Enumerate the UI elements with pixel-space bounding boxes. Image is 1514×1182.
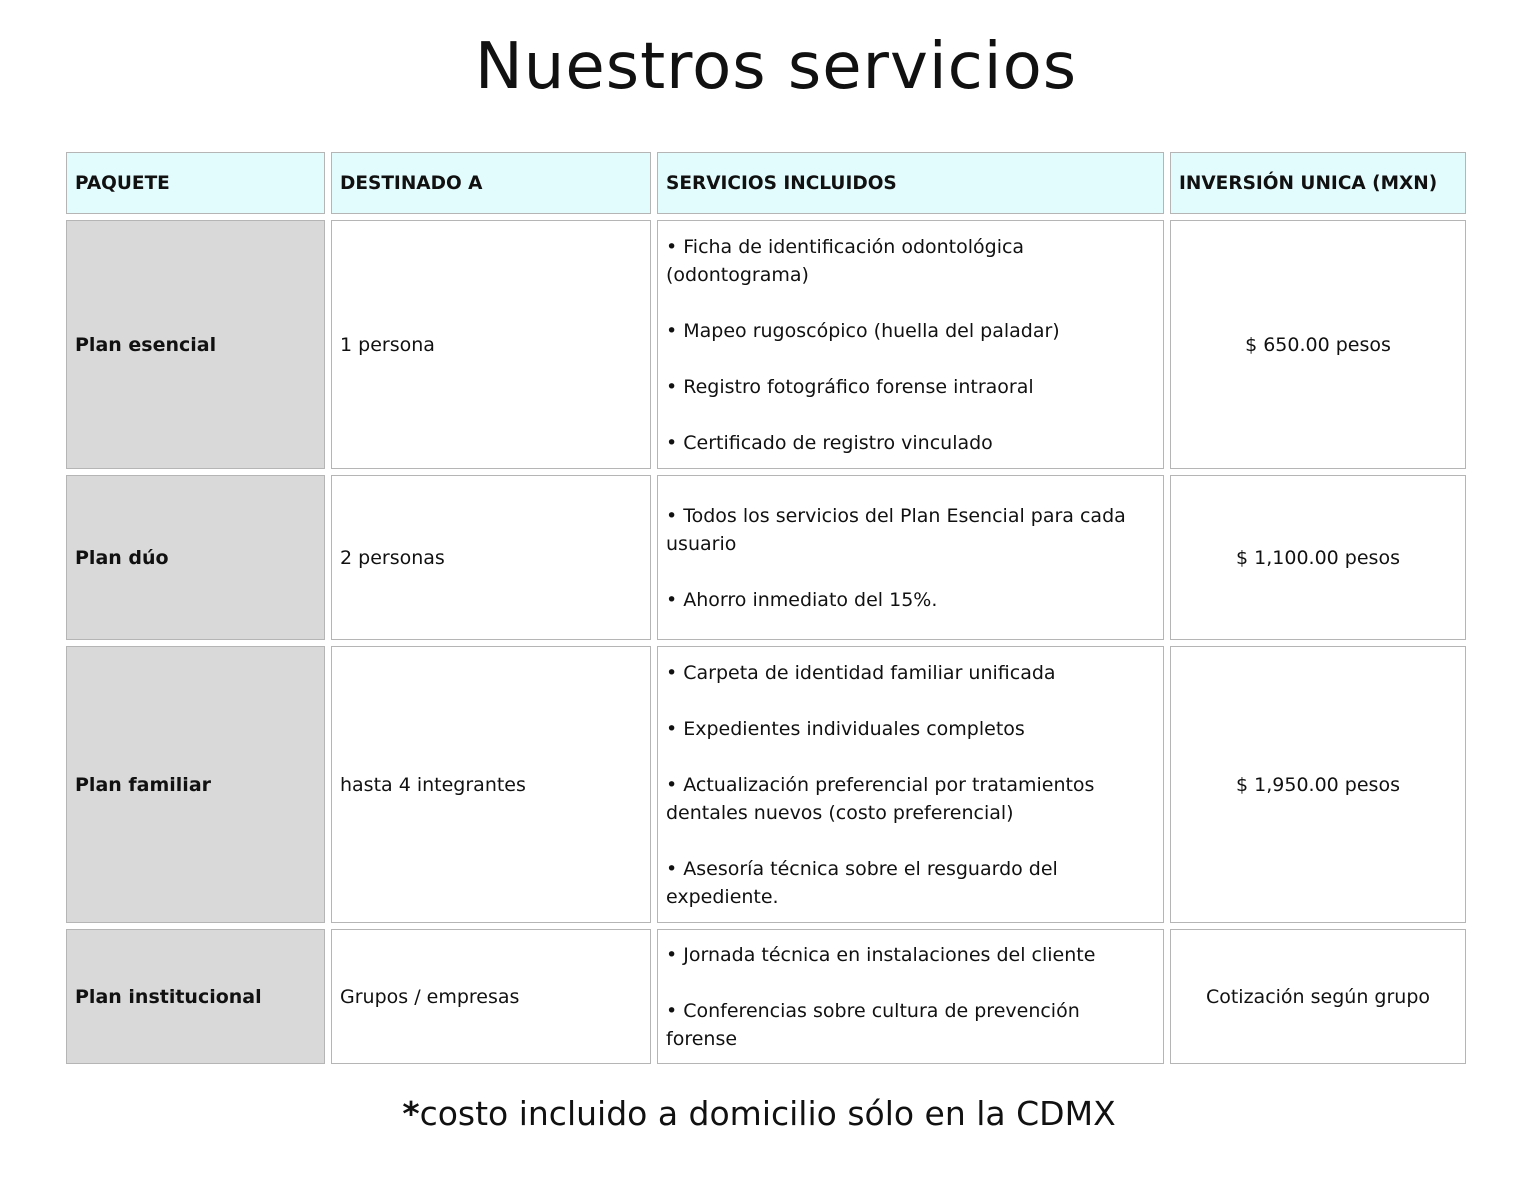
row-package-name: Plan institucional: [66, 929, 325, 1064]
footnote-text: costo incluido a domicilio sólo en la CDMX: [419, 1094, 1116, 1133]
service-item: • Ficha de identificación odontológica (odontograma): [666, 235, 1025, 286]
header-target: DESTINADO A: [331, 152, 651, 214]
service-item: • Expedientes individuales completos: [666, 717, 1025, 740]
row-target: hasta 4 integrantes: [331, 646, 651, 923]
row-package-name: Plan familiar: [66, 646, 325, 923]
service-item: • Certificado de registro vinculado: [666, 431, 993, 454]
service-item: • Carpeta de identidad familiar unificada: [666, 661, 1056, 684]
header-services: SERVICIOS INCLUIDOS: [657, 152, 1164, 214]
row-services: [657, 929, 1164, 1064]
row-target: 2 personas: [331, 475, 651, 640]
header-price: INVERSIÓN UNICA (MXN): [1170, 152, 1466, 214]
header-package: PAQUETE: [66, 152, 325, 214]
footnote-asterisk: *: [402, 1094, 420, 1133]
service-item: • Ahorro inmediato del 15%.: [666, 588, 938, 611]
service-item: • Mapeo rugoscópico (huella del paladar): [666, 319, 1060, 342]
page-title: Nuestros servicios: [474, 30, 1078, 104]
service-item: • Todos los servicios del Plan Esencial para cada usuario: [666, 504, 1126, 555]
row-price: $ 650.00 pesos: [1170, 220, 1466, 469]
row-price: $ 1,950.00 pesos: [1170, 646, 1466, 923]
service-item: • Asesoría técnica sobre el resguardo del expediente.: [666, 857, 1058, 908]
service-item: • Registro fotográfico forense intraoral: [666, 375, 1034, 398]
row-package-name: Plan esencial: [66, 220, 325, 469]
services-table: [66, 152, 1466, 1064]
row-services: [657, 475, 1164, 640]
row-services: [657, 646, 1164, 923]
row-target: 1 persona: [331, 220, 651, 469]
row-target: Grupos / empresas: [331, 929, 651, 1064]
service-item: • Jornada técnica en instalaciones del cliente: [666, 943, 1096, 966]
row-package-name: Plan dúo: [66, 475, 325, 640]
row-price: Cotización según grupo: [1170, 929, 1466, 1064]
footnote: [0, 1094, 1514, 1133]
row-services: [657, 220, 1164, 469]
service-item: • Conferencias sobre cultura de prevención forense: [666, 999, 1080, 1050]
service-item: • Actualización preferencial por tratamientos dentales nuevos (costo preferencial): [666, 773, 1095, 824]
row-price: $ 1,100.00 pesos: [1170, 475, 1466, 640]
